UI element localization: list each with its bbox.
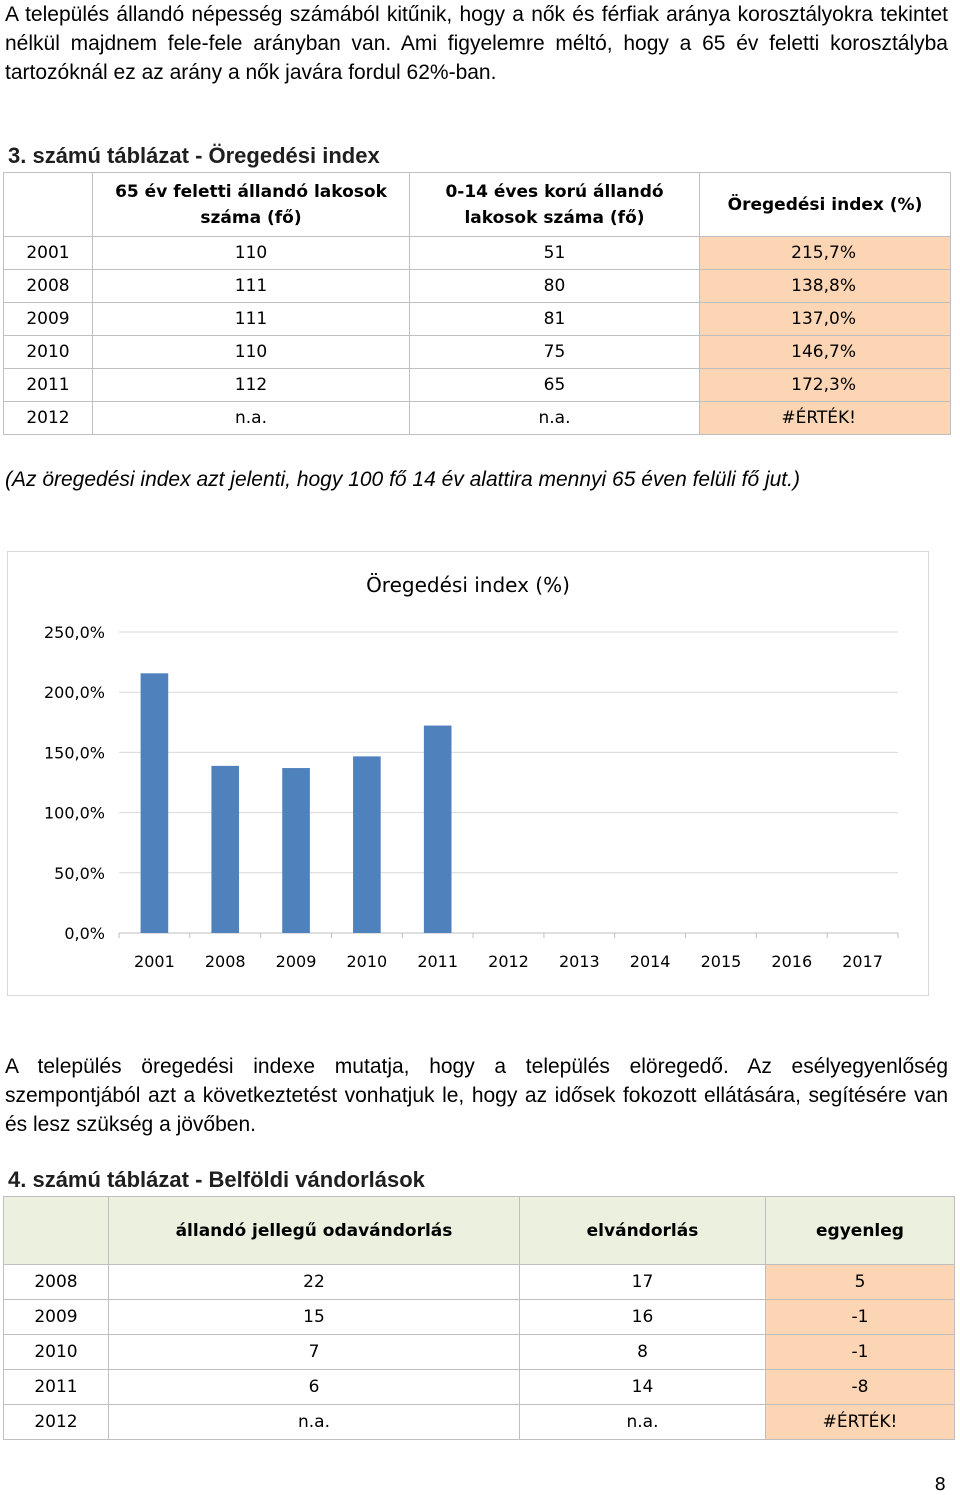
table-row bbox=[4, 369, 951, 402]
x-tick-label: 2008 bbox=[204, 952, 246, 971]
page-number: 8 bbox=[934, 1474, 946, 1495]
value-cell: 75 bbox=[410, 336, 700, 369]
bar bbox=[282, 768, 310, 933]
index-cell: 137,0% bbox=[700, 303, 951, 336]
table-row bbox=[4, 237, 951, 270]
table-row bbox=[4, 303, 951, 336]
header-0-14: 0-14 éves korú állandó lakosok száma (fő) bbox=[410, 173, 700, 237]
year-cell: 2008 bbox=[4, 1265, 109, 1300]
y-tick-label: 250,0% bbox=[43, 623, 105, 642]
x-tick-label: 2017 bbox=[842, 952, 883, 971]
value-cell: 17 bbox=[520, 1265, 766, 1300]
table4-title: 4. számú táblázat - Belföldi vándorlások bbox=[8, 1167, 425, 1192]
table-row bbox=[4, 270, 951, 303]
value-cell: 16 bbox=[520, 1300, 766, 1335]
intro-paragraph: A település állandó népesség számából kitűnik, hogy a nők és férfiak aránya korosztályokra tekintet nélkül majdnem fele-fele arányban van. Ami figyelemre méltó, hogy a 65 év feletti korosztályba tartozóknál ez az arány a nők javára fordul 62%-ban. bbox=[5, 3, 948, 84]
table-row bbox=[4, 1300, 955, 1335]
header-65plus: 65 év feletti állandó lakosok száma (fő) bbox=[93, 173, 410, 237]
migration-table bbox=[3, 1196, 955, 1440]
header-empty-cell bbox=[4, 173, 93, 237]
value-cell: n.a. bbox=[109, 1405, 520, 1440]
x-tick-label: 2013 bbox=[558, 952, 600, 971]
table3-title: 3. számú táblázat - Öregedési index bbox=[8, 143, 380, 168]
chart-title: Öregedési index (%) bbox=[366, 573, 570, 597]
value-cell: 7 bbox=[109, 1335, 520, 1370]
table-header-row bbox=[4, 1197, 955, 1265]
conclusion-paragraph: A település öregedési indexe mutatja, hogy a település elöregedő. Az esélyegyenlőség szempontjából azt a következtetést vonhatjuk le, hogy az idősek fokozott ellátására, segítésére van és lesz szükség a jövőben. bbox=[5, 1055, 948, 1136]
value-cell: n.a. bbox=[93, 402, 410, 435]
year-cell: 2001 bbox=[4, 237, 93, 270]
index-cell: #ÉRTÉK! bbox=[700, 402, 951, 435]
table-row bbox=[4, 1335, 955, 1370]
y-tick-label: 200,0% bbox=[43, 683, 105, 703]
table-row bbox=[4, 1370, 955, 1405]
value-cell: 81 bbox=[410, 303, 700, 336]
table-row bbox=[4, 1405, 955, 1440]
year-cell: 2012 bbox=[4, 402, 93, 435]
bar bbox=[353, 756, 381, 933]
index-cell: 215,7% bbox=[700, 237, 951, 270]
value-cell: 80 bbox=[410, 270, 700, 303]
chart-svg bbox=[8, 552, 928, 995]
value-cell: 15 bbox=[109, 1300, 520, 1335]
value-cell: 22 bbox=[109, 1265, 520, 1300]
value-cell: 51 bbox=[410, 237, 700, 270]
value-cell: 6 bbox=[109, 1370, 520, 1405]
balance-cell: 5 bbox=[766, 1265, 955, 1300]
year-cell: 2009 bbox=[4, 1300, 109, 1335]
table-header-row bbox=[4, 173, 951, 237]
year-cell: 2008 bbox=[4, 270, 93, 303]
x-tick-label: 2016 bbox=[771, 952, 813, 971]
header-empty-cell bbox=[4, 1197, 109, 1265]
header-out-migration: elvándorlás bbox=[520, 1197, 766, 1265]
balance-cell: -1 bbox=[766, 1335, 955, 1370]
value-cell: n.a. bbox=[410, 402, 700, 435]
index-cell: 172,3% bbox=[700, 369, 951, 402]
x-tick-label: 2009 bbox=[275, 952, 317, 971]
value-cell: 111 bbox=[93, 270, 410, 303]
value-cell: 110 bbox=[93, 336, 410, 369]
value-cell: 110 bbox=[93, 237, 410, 270]
y-tick-label: 50,0% bbox=[54, 863, 105, 883]
y-tick-label: 0,0% bbox=[64, 924, 105, 943]
year-cell: 2009 bbox=[4, 303, 93, 336]
value-cell: 14 bbox=[520, 1370, 766, 1405]
table-row bbox=[4, 336, 951, 369]
x-tick-label: 2001 bbox=[134, 952, 175, 971]
bar bbox=[141, 673, 169, 933]
year-cell: 2012 bbox=[4, 1405, 109, 1440]
table-row bbox=[4, 1265, 955, 1300]
index-cell: 138,8% bbox=[700, 270, 951, 303]
value-cell: n.a. bbox=[520, 1405, 766, 1440]
index-cell: 146,7% bbox=[700, 336, 951, 369]
header-balance: egyenleg bbox=[766, 1197, 955, 1265]
y-tick-label: 100,0% bbox=[43, 803, 105, 823]
year-cell: 2010 bbox=[4, 336, 93, 369]
balance-cell: -8 bbox=[766, 1370, 955, 1405]
value-cell: 111 bbox=[93, 303, 410, 336]
value-cell: 8 bbox=[520, 1335, 766, 1370]
header-aging-index: Öregedési index (%) bbox=[700, 173, 951, 237]
aging-index-chart bbox=[7, 551, 929, 996]
value-cell: 65 bbox=[410, 369, 700, 402]
x-tick-label: 2011 bbox=[417, 952, 459, 971]
year-cell: 2011 bbox=[4, 1370, 109, 1405]
x-tick-label: 2015 bbox=[700, 952, 742, 971]
bar bbox=[424, 726, 452, 933]
header-in-migration: állandó jellegű odavándorlás bbox=[109, 1197, 520, 1265]
y-tick-label: 150,0% bbox=[43, 743, 105, 763]
balance-cell: -1 bbox=[766, 1300, 955, 1335]
bar bbox=[211, 766, 239, 933]
value-cell: 112 bbox=[93, 369, 410, 402]
x-tick-label: 2014 bbox=[629, 952, 671, 971]
x-tick-label: 2010 bbox=[346, 952, 388, 971]
aging-index-table bbox=[3, 172, 951, 435]
table-row bbox=[4, 402, 951, 435]
x-tick-label: 2012 bbox=[488, 952, 529, 971]
aging-index-note: (Az öregedési index azt jelenti, hogy 100 fő 14 év alattira mennyi 65 éven felüli fő jut.) bbox=[5, 468, 800, 491]
balance-cell: #ÉRTÉK! bbox=[766, 1405, 955, 1440]
year-cell: 2011 bbox=[4, 369, 93, 402]
year-cell: 2010 bbox=[4, 1335, 109, 1370]
